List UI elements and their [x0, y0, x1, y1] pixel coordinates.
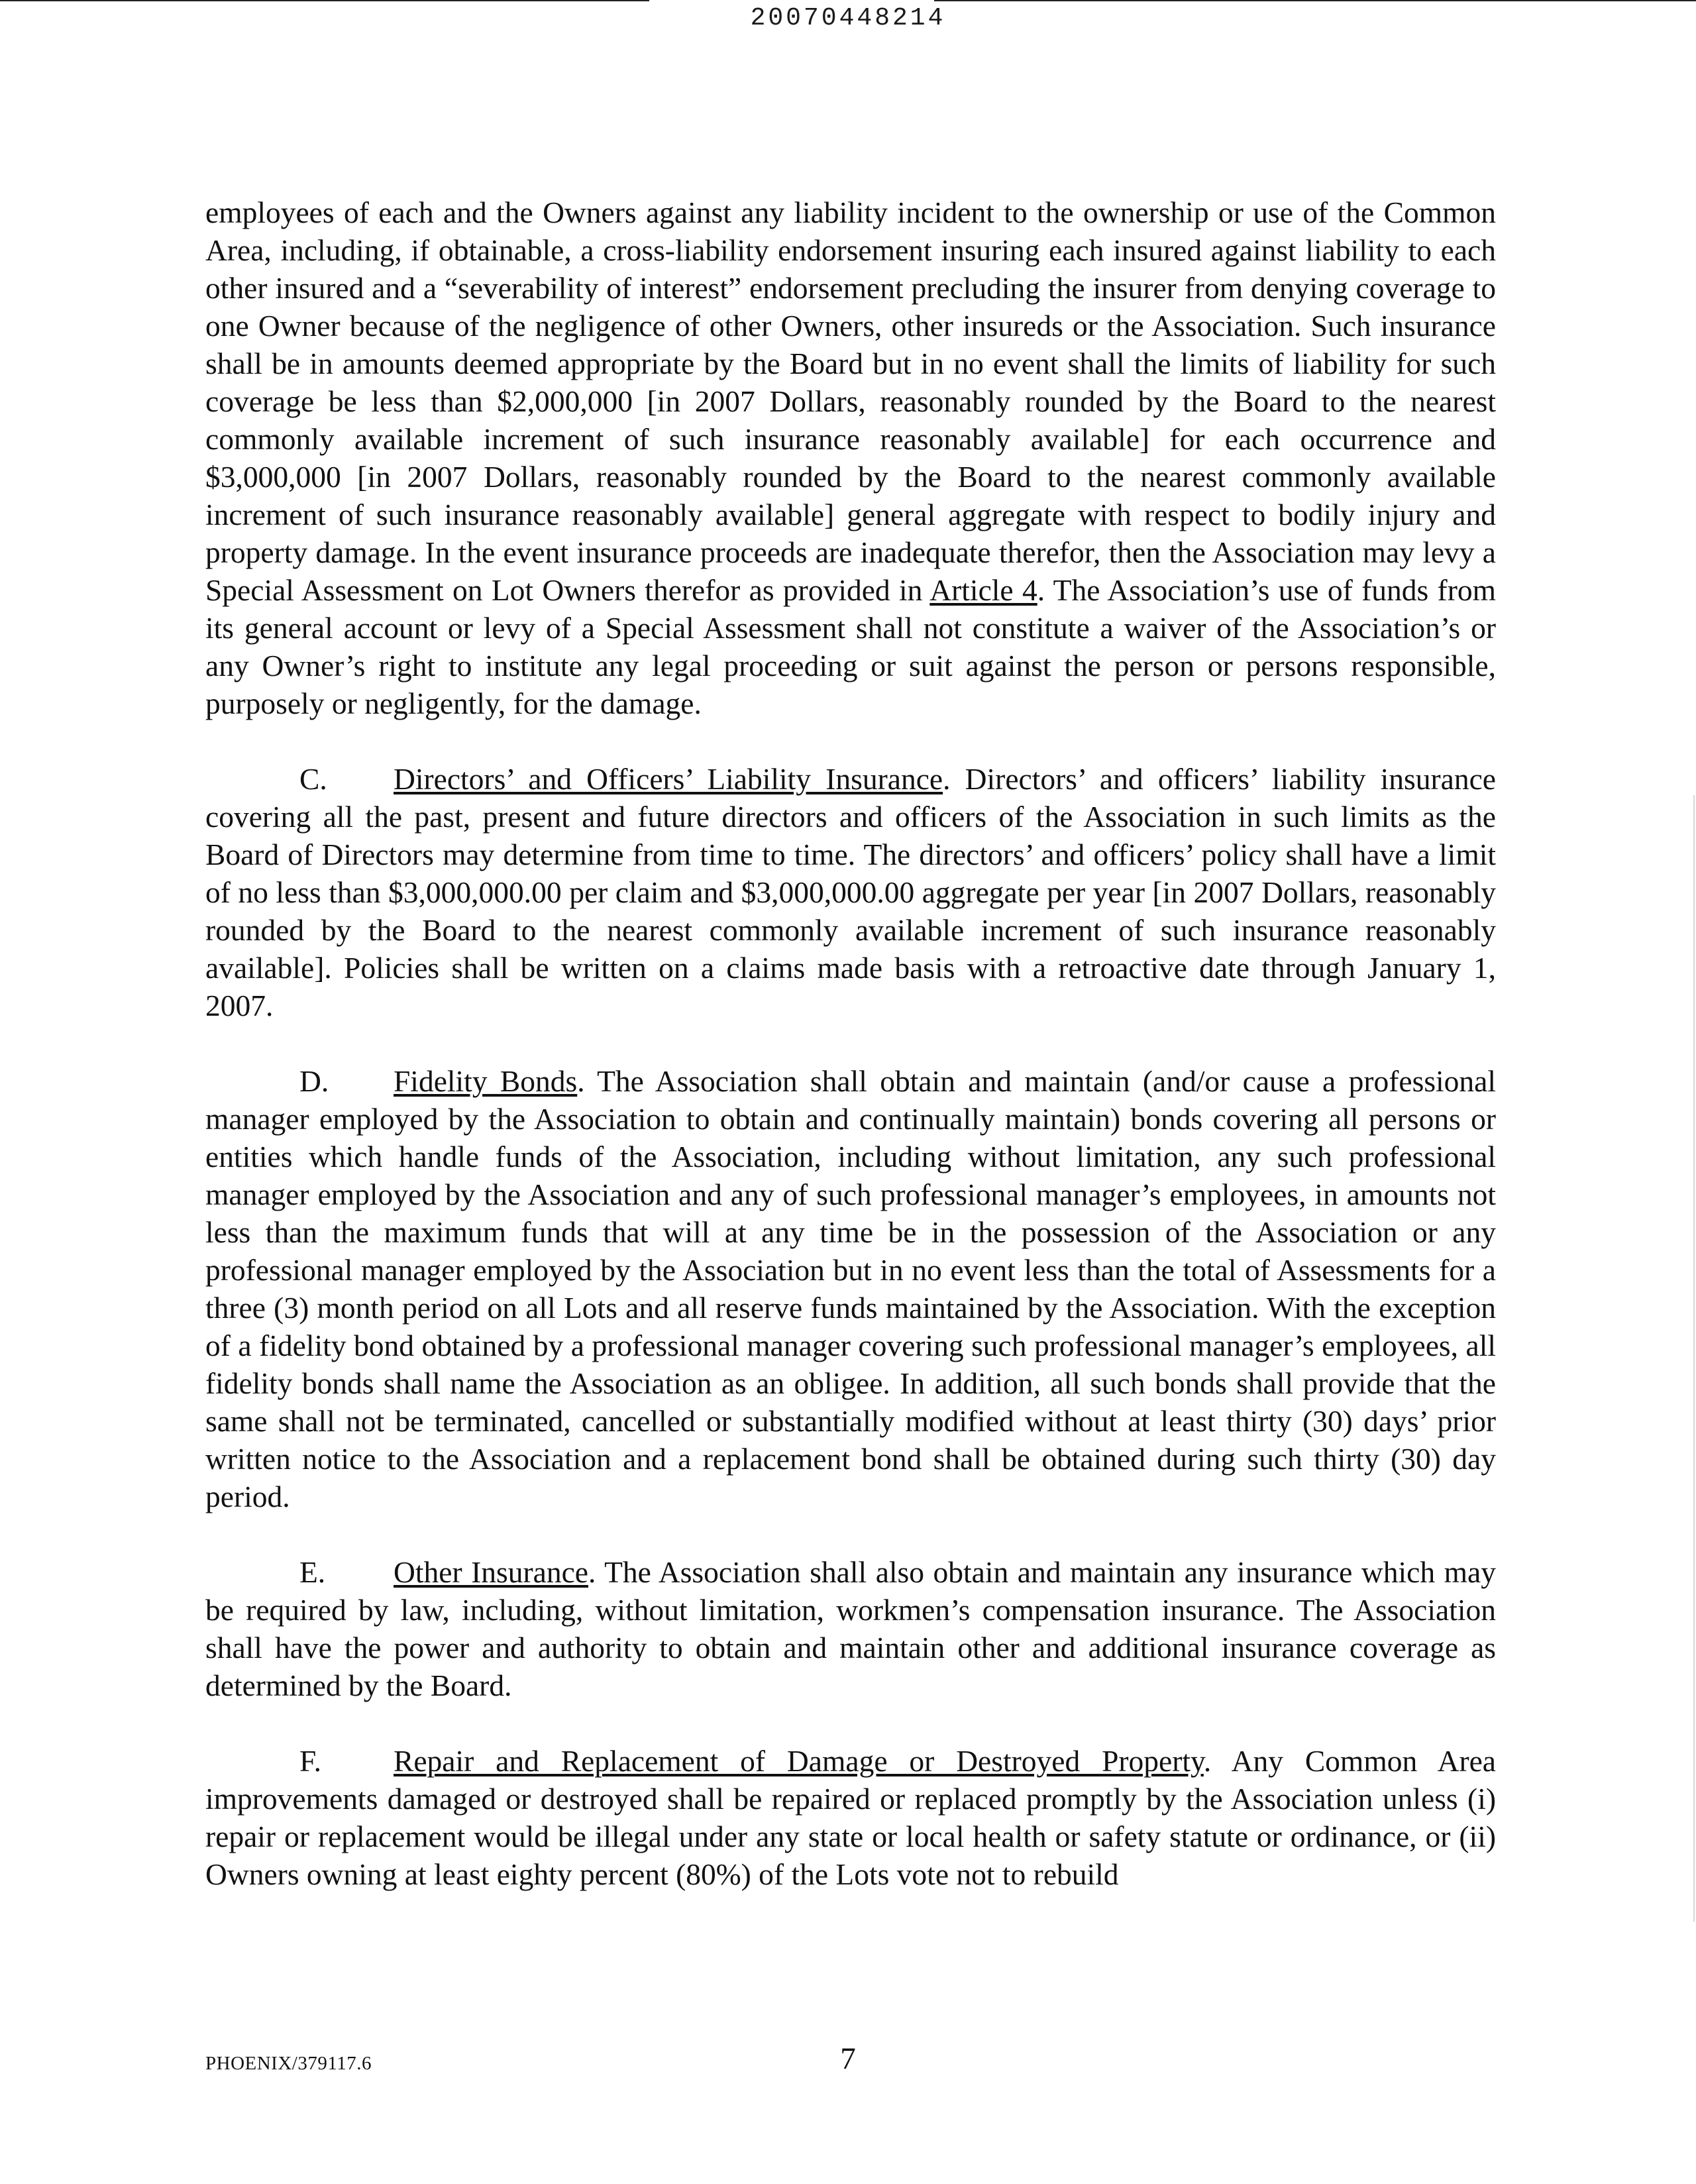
scan-edge-line — [1693, 795, 1695, 1922]
section-heading: Fidelity Bonds — [394, 1064, 578, 1098]
section-letter: E. — [299, 1555, 326, 1589]
section-e — [205, 1553, 1496, 1704]
document-number: 20070448214 — [750, 4, 946, 32]
section-c — [205, 760, 1496, 1024]
top-rule-left — [0, 0, 649, 1]
paragraph-liability-continued — [205, 193, 1496, 722]
section-text: . The Association shall also obtain and maintain any insurance which may be required by law, including, without limitation, workmen’s compensation insurance. The Association shall have the power and authority to obtain and maintain other and additional insurance coverage as determined by the Board. — [205, 1555, 1496, 1702]
paragraph-text: . The Association’s use of funds from its general account or levy of a Special Assessment shall not constitute a waiver of the Association’s or any Owner’s right to institute any legal proceeding or suit against the person or persons responsible, purposely or negligently, for the damage. — [205, 573, 1496, 720]
footer-document-id: PHOENIX/379117.6 — [205, 2053, 372, 2074]
top-rule-right — [934, 0, 1696, 1]
section-heading: Directors’ and Officers’ Liability Insurance — [394, 762, 943, 796]
section-d — [205, 1062, 1496, 1515]
section-letter: D. — [299, 1064, 329, 1098]
paragraph-text: employees of each and the Owners against any liability incident to the ownership or use of the Common Area, including, if obtainable, a cross-liability endorsement insuring each insured against liability to each other insured and a “severability of interest” endorsement precluding the insurer from denying coverage to one Owner because of the negligence of other Owners, other insureds or the Association. Such insurance shall be in amounts deemed appropriate by the Board but in no event shall the limits of liability for such coverage be less than $2,000,000 [in 2007 Dollars, reasonably rounded by the Board to the nearest commonly available increment of such insurance reasonably available] for each occurrence and $3,000,000 [in 2007 Dollars, reasonably rounded by the Board to the nearest commonly available increment of such insurance reasonably available] general aggregate with respect to bodily injury and property damage. In the event insurance proceeds are inadequate therefor, then the Association may levy a Special Assessment on Lot Owners therefor as provided in — [205, 195, 1496, 607]
document-body — [205, 193, 1496, 1893]
section-heading: Other Insurance — [394, 1555, 588, 1589]
section-text: . The Association shall obtain and maintain (and/or cause a professional manager employed by the Association to obtain and continually maintain) bonds covering all persons or entities which handle funds of the Association, including without limitation, any such professional manager employed by the Association and any of such professional manager’s employees, in amounts not less than the maximum funds that will at any time be in the possession of the Association or any professional manager employed by the Association but in no event less than the total of Assessments for a three (3) month period on all Lots and all reserve funds maintained by the Association. With the exception of a fidelity bond obtained by a professional manager covering such professional manager’s employees, all fidelity bonds shall name the Association as an obligee. In addition, all such bonds shall provide that the same shall not be terminated, cancelled or substantially modified without at least thirty (30) days’ prior written notice to the Association and a replacement bond shall be obtained during such thirty (30) day period. — [205, 1064, 1496, 1513]
section-letter: C. — [299, 762, 327, 796]
section-text: . Directors’ and officers’ liability insurance covering all the past, present and future directors and officers of the Association in such limits as the Board of Directors may determine from time to time. The directors’ and officers’ policy shall have a limit of no less than $3,000,000.00 per claim and $3,000,000.00 aggregate per year [in 2007 Dollars, reasonably rounded by the Board to the nearest commonly available increment of such insurance reasonably available]. Policies shall be written on a claims made basis with a retroactive date through January 1, 2007. — [205, 762, 1496, 1022]
section-text: . Any Common Area improvements damaged or destroyed shall be repaired or replaced promptly by the Association unless (i) repair or replacement would be illegal under any state or local health or safety statute or ordinance, or (ii) Owners owning at least eighty percent (80%) of the Lots vote not to rebuild — [205, 1744, 1496, 1891]
page-number: 7 — [840, 2042, 856, 2076]
article-reference: Article 4 — [929, 573, 1037, 607]
section-f — [205, 1742, 1496, 1893]
section-letter: F. — [299, 1744, 322, 1778]
section-heading: Repair and Replacement of Damage or Destroyed Property — [394, 1744, 1204, 1778]
